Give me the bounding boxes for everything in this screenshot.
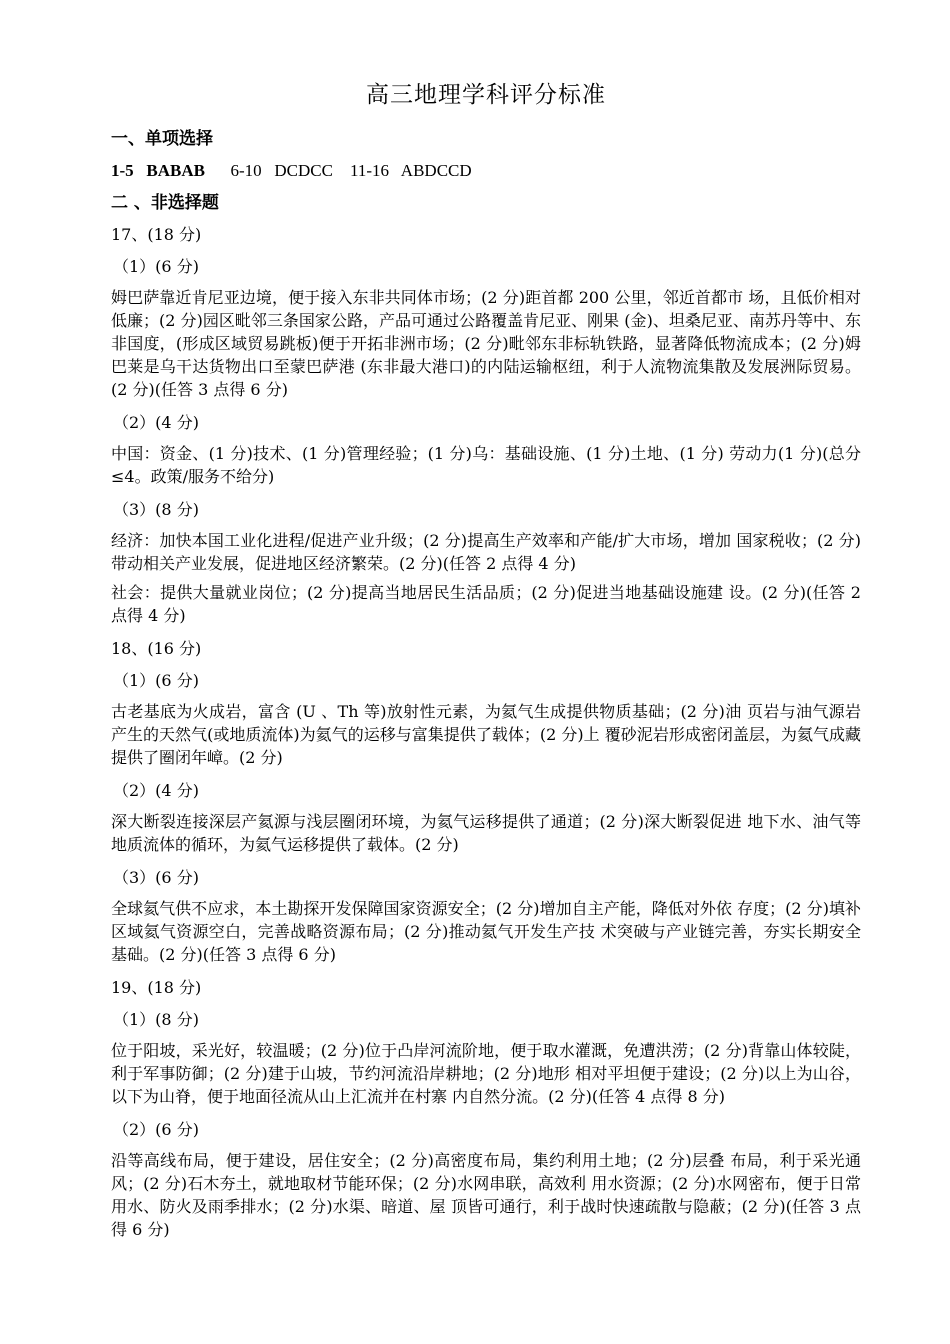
q17-part1-label: （1）(6 分) (113, 257, 199, 276)
answer-key-line (111, 155, 861, 187)
q17-label: 17、(18 分) (111, 225, 202, 244)
page-title: 高三地理学科评分标准 (366, 82, 606, 108)
q19-part2-label: （2）(6 分) (113, 1120, 199, 1139)
q19-part2-text: 沿等高线布局，便于建设，居住安全；(2 分)高密度布局，集约利用土地；(2 分)层叠 布局，利于采光通风；(2 分)石木夯土，就地取材节能环保；(2 分)水网串联，高效利 用水资源；(2 分)水网密布，便于日常用水、防火及雨季排水；(2 分)水渠、暗道、屋 顶皆可通行，利于战时快速疏散与隐蔽；(2 分)(任答 3 点得 6 分) (111, 1151, 861, 1239)
q18-part3-label: （3）(6 分) (113, 868, 199, 887)
q17-part2-text: 中国：资金、(1 分)技术、(1 分)管理经验；(1 分)乌：基础设施、(1 分)土地、(1 分) 劳动力(1 分)(总分≤4。政策/服务不给分) (111, 444, 861, 486)
q17-part3-economy: 经济：加快本国工业化进程/促进产业升级；(2 分)提高生产效率和产能/扩大市场，增加 国家税收；(2 分)带动相关产业发展，促进地区经济繁荣。(2 分)(任答 2 点得 4 分) (111, 531, 861, 573)
q17-part2-label: （2）(4 分) (113, 413, 199, 432)
q19-label: 19、(18 分) (111, 978, 202, 997)
section2-heading: 二 、非选择题 (111, 193, 219, 213)
q18-part2-text: 深大断裂连接深层产氦源与浅层圈闭环境，为氦气运移提供了通道；(2 分)深大断裂促进 地下水、油气等地质流体的循环，为氦气运移提供了载体。(2 分) (111, 812, 861, 854)
q18-part1-text: 古老基底为火成岩，富含 (U 、Th 等)放射性元素，为氦气生成提供物质基础；(2 分)油 页岩与油气源岩产生的天然气(或地质流体)为氦气的运移与富集提供了载体；(2 分)上 覆砂泥岩形成密闭盖层，为氦气成藏提供了圈闭年嶂。(2 分) (111, 702, 861, 767)
q19-part1-text: 位于阳坡，采光好，较温暖；(2 分)位于凸岸河流阶地，便于取水灌溉，免遭洪涝；(2 分)背靠山体较陡，利于军事防御；(2 分)建于山坡，节约河流沿岸耕地；(2 分)地形 相对平坦便于建设；(2 分)以上为山谷，以下为山脊，便于地面径流从山上汇流并在村寨 内自然分流。(2 分)(任答 4 点得 8 分) (111, 1041, 861, 1106)
q18-part1-label: （1）(6 分) (113, 671, 199, 690)
q17-part3-society: 社会：提供大量就业岗位；(2 分)提高当地居民生活品质；(2 分)促进当地基础设施建 设。(2 分)(任答 2 点得 4 分) (111, 583, 861, 625)
q19-part1-label: （1）(8 分) (113, 1010, 199, 1029)
answer-key-first: 1-5 BABAB (111, 161, 205, 180)
document-page (111, 76, 861, 1247)
q17-part1-text: 姆巴萨靠近肯尼亚边境，便于接入东非共同体市场；(2 分)距首都 200 公里，邻近首都市 场，且低价相对低廉；(2 分)园区毗邻三条国家公路，产品可通过公路覆盖肯尼亚、刚果 (金)、坦桑尼亚、南苏丹等中、东非国度，(形成区域贸易跳板)便于开拓非洲市场；(2 分)毗邻东非标轨铁路，显著降低物流成本；(2 分)姆巴莱是乌干达货物出口至蒙巴萨港 (东非最大港口)的内陆运输枢纽，利于人流物流集散及发展洲际贸易。(2 分)(任答 3 点得 6 分) (111, 288, 861, 399)
q18-part2-label: （2）(4 分) (113, 781, 199, 800)
q18-label: 18、(16 分) (111, 639, 202, 658)
section1-heading: 一、单项选择 (111, 129, 213, 149)
q18-part3-text: 全球氦气供不应求，本土勘探开发保障国家资源安全；(2 分)增加自主产能，降低对外依 存度；(2 分)填补区域氦气资源空白，完善战略资源布局；(2 分)推动氦气开发生产技 术突破与产业链完善，夯实长期安全基础。(2 分)(任答 3 点得 6 分) (111, 899, 861, 964)
answer-key-rest: 6-10 DCDCC 11-16 ABDCCD (204, 161, 472, 180)
q17-part3-label: （3）(8 分) (113, 500, 199, 519)
